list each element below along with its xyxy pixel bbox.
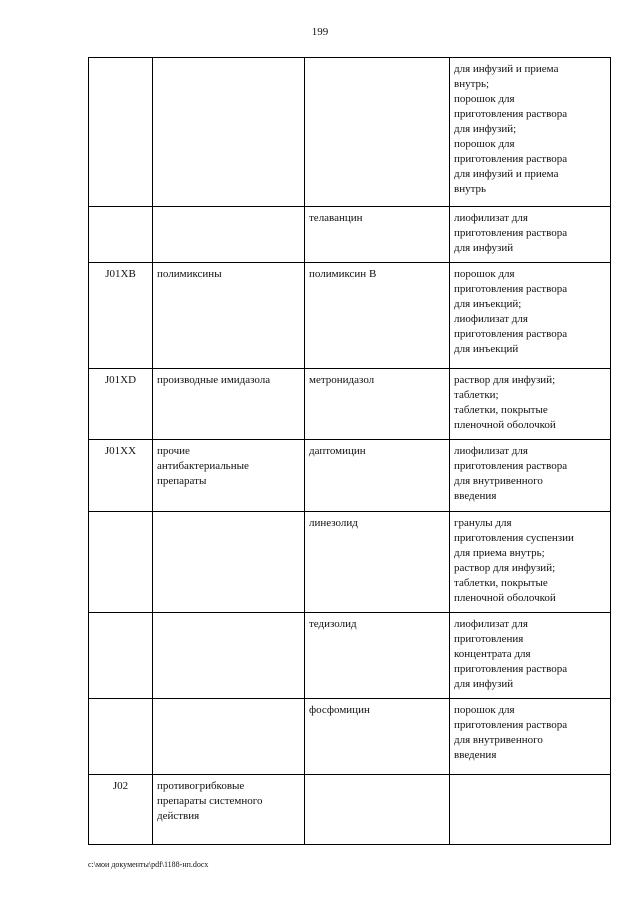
dosage-forms-cell-text: гранулы для приготовления суспензии для приема внутрь; раствор для инфузий; таблетки, покрытые пленочной оболочкой xyxy=(454,517,574,604)
group-name-cell xyxy=(153,440,305,512)
table-row xyxy=(89,440,611,512)
atc-code-cell xyxy=(89,613,153,699)
atc-code-cell xyxy=(89,369,153,440)
atc-code-cell-text: J01XB xyxy=(105,268,136,280)
group-name-cell xyxy=(153,775,305,845)
drug-name-cell xyxy=(305,369,450,440)
table-row xyxy=(89,58,611,207)
drug-name-cell-text: полимиксин В xyxy=(309,268,377,280)
table-row xyxy=(89,699,611,775)
atc-code-cell-text: J01XX xyxy=(104,445,137,457)
drug-name-cell xyxy=(305,207,450,263)
drug-name-cell-text: линезолид xyxy=(309,517,358,529)
dosage-forms-cell xyxy=(450,58,611,207)
dosage-forms-cell xyxy=(450,263,611,369)
dosage-forms-cell xyxy=(450,512,611,613)
drug-name-cell xyxy=(305,440,450,512)
drug-name-cell xyxy=(305,699,450,775)
atc-code-cell xyxy=(89,207,153,263)
drug-name-cell xyxy=(305,58,450,207)
group-name-cell xyxy=(153,512,305,613)
dosage-forms-cell xyxy=(450,440,611,512)
drug-name-cell xyxy=(305,512,450,613)
drug-name-cell-text: фосфомицин xyxy=(309,704,370,716)
group-name-cell xyxy=(153,58,305,207)
atc-code-cell-text: J01XD xyxy=(104,374,137,386)
dosage-forms-cell xyxy=(450,775,611,845)
drug-name-cell-text: тедизолид xyxy=(309,618,357,630)
dosage-forms-cell-text: лиофилизат для приготовления раствора для внутривенного введения xyxy=(454,445,568,502)
table-body xyxy=(89,58,611,845)
group-name-cell-text: прочие антибактериальные препараты xyxy=(157,445,249,487)
page-number: 199 xyxy=(311,26,329,38)
dosage-forms-cell-text: для инфузий и приема внутрь; порошок для приготовления раствора для инфузий; порошок для приготовления раствора для инфузий и приема внутрь xyxy=(454,63,568,195)
drug-name-cell xyxy=(305,263,450,369)
dosage-forms-cell-text: лиофилизат для приготовления концентрата для приготовления раствора для инфузий xyxy=(454,618,568,690)
table-row xyxy=(89,775,611,845)
atc-code-cell-text: J02 xyxy=(112,780,129,792)
atc-code-cell xyxy=(89,775,153,845)
group-name-cell xyxy=(153,369,305,440)
table-row xyxy=(89,207,611,263)
drug-name-cell xyxy=(305,775,450,845)
atc-code-cell xyxy=(89,58,153,207)
dosage-forms-cell xyxy=(450,613,611,699)
group-name-cell-text: полимиксины xyxy=(157,268,222,280)
dosage-forms-cell-text: раствор для инфузий; таблетки; таблетки, покрытые пленочной оболочкой xyxy=(454,374,556,431)
dosage-forms-cell-text: порошок для приготовления раствора для внутривенного введения xyxy=(454,704,568,761)
table-row xyxy=(89,613,611,699)
drug-table xyxy=(88,57,611,845)
drug-name-cell-text: даптомицин xyxy=(309,445,366,457)
table-row xyxy=(89,369,611,440)
table-row xyxy=(89,263,611,369)
drug-name-cell xyxy=(305,613,450,699)
dosage-forms-cell-text: лиофилизат для приготовления раствора для инфузий xyxy=(454,212,568,254)
dosage-forms-cell xyxy=(450,369,611,440)
file-path-footer: c:\мои документы\pdf\1188-нп.docx xyxy=(88,860,209,869)
atc-code-cell xyxy=(89,699,153,775)
group-name-cell-text: противогрибковые препараты системного действия xyxy=(157,780,263,822)
group-name-cell xyxy=(153,207,305,263)
group-name-cell xyxy=(153,699,305,775)
table-row xyxy=(89,512,611,613)
drug-name-cell-text: телаванцин xyxy=(309,212,363,224)
group-name-cell-text: производные имидазола xyxy=(157,374,271,386)
dosage-forms-cell-text: порошок для приготовления раствора для инъекций; лиофилизат для приготовления раствора для инъекций xyxy=(454,268,568,355)
drug-name-cell-text: метронидазол xyxy=(309,374,375,386)
dosage-forms-cell xyxy=(450,699,611,775)
atc-code-cell xyxy=(89,440,153,512)
atc-code-cell xyxy=(89,263,153,369)
atc-code-cell xyxy=(89,512,153,613)
dosage-forms-cell xyxy=(450,207,611,263)
group-name-cell xyxy=(153,613,305,699)
group-name-cell xyxy=(153,263,305,369)
